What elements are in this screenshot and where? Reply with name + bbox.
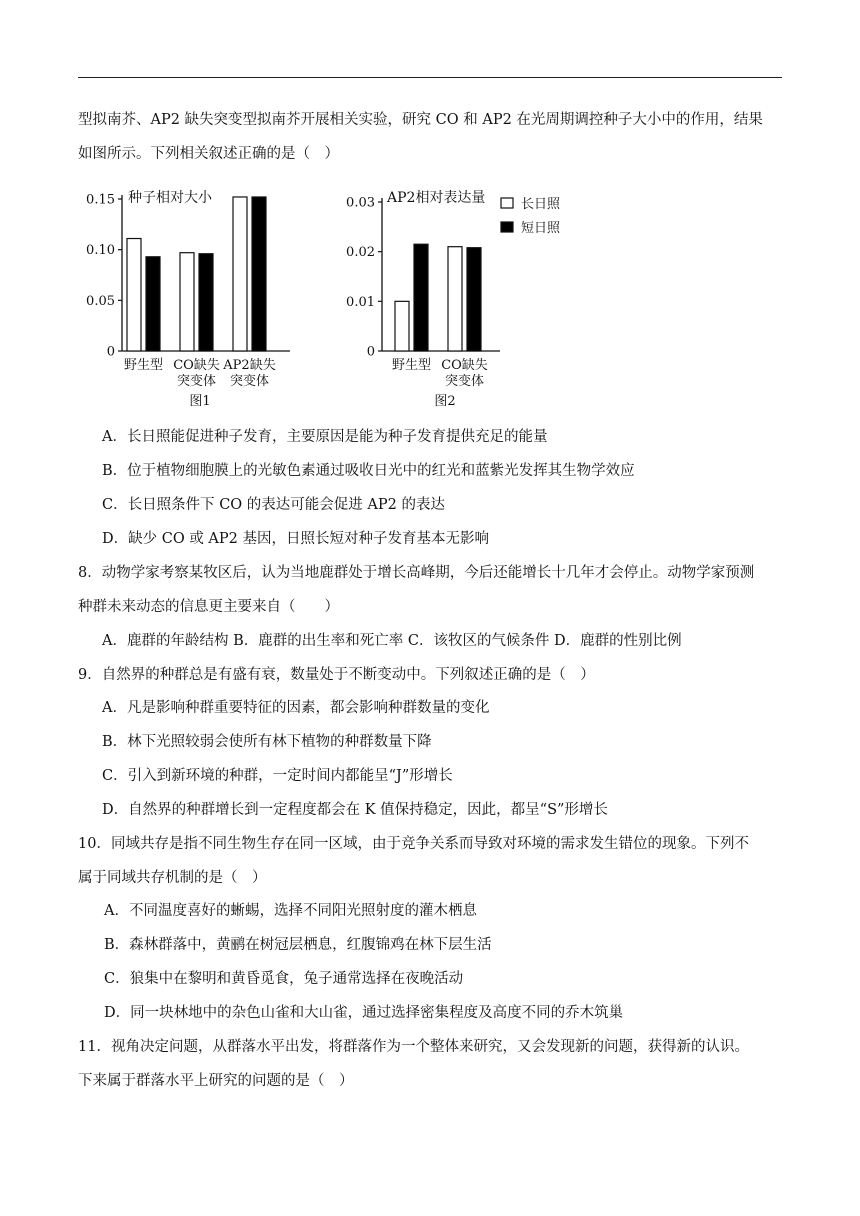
category-label: AP2缺失	[223, 358, 276, 373]
bar-short-day	[252, 197, 266, 351]
figure1-chart	[80, 180, 300, 415]
bar-long-day	[127, 239, 141, 351]
chart-title: AP2相对表达量	[387, 190, 486, 206]
bar-long-day	[233, 197, 247, 351]
bar-short-day	[146, 257, 160, 351]
category-label: 突变体	[176, 374, 217, 389]
q9-option-a: A．凡是影响种群重要特征的因素，都会影响种群数量的变化	[102, 700, 490, 716]
q10-option-b: B．森林群落中，黄鹂在树冠层栖息，红腹锦鸡在林下层生活	[104, 937, 492, 953]
bar-long-day	[448, 247, 462, 351]
q7-option-b: B．位于植物细胞膜上的光敏色素通过吸收日光中的红光和蓝紫光发挥其生物学效应	[102, 463, 635, 479]
q7-stem-line1: 型拟南芥、AP2 缺失突变型拟南芥开展相关实验，研究 CO 和 AP2 在光周期调控种子大小中的作用，结果	[78, 112, 763, 128]
y-tick-label: 0.05	[86, 293, 115, 309]
y-tick-label: 0.01	[346, 294, 375, 310]
q7-option-a: A．长日照能促进种子发育，主要原因是能为种子发育提供充足的能量	[102, 429, 548, 445]
bar-short-day	[199, 254, 213, 351]
q10-option-a: A．不同温度喜好的蜥蜴，选择不同阳光照射度的灌木栖息	[104, 903, 477, 919]
q9-stem: 9．自然界的种群总是有盛有衰，数量处于不断变动中。下列叙述正确的是（ ）	[78, 667, 595, 683]
q7-option-d: D．缺少 CO 或 AP2 基因，日照长短对种子发育基本无影响	[102, 531, 489, 547]
chart-title: 种子相对大小	[128, 190, 212, 206]
q10-option-c: C．狼集中在黎明和黄昏觅食，兔子通常选择在夜晚活动	[104, 971, 464, 987]
q8-stem-line1: 8．动物学家考察某牧区后，认为当地鹿群处于增长高峰期，今后还能增长十几年才会停止。动物学家预测	[78, 565, 755, 581]
q8-options: A．鹿群的年龄结构 B．鹿群的出生率和死亡率 C．该牧区的气候条件 D．鹿群的性别比例	[102, 633, 682, 649]
q8-stem-line2: 种群未来动态的信息更主要来自（ ）	[78, 599, 339, 615]
q10-option-d: D．同一块林地中的杂色山雀和大山雀，通过选择密集程度及高度不同的乔木筑巢	[104, 1005, 624, 1021]
legend-label: 短日照	[521, 221, 561, 236]
q9-option-c: C．引入到新环境的种群，一定时间内都能呈“J”形增长	[102, 768, 453, 784]
bar-long-day	[180, 253, 194, 351]
header-rule	[78, 77, 782, 78]
bar-long-day	[395, 301, 409, 351]
bar-short-day	[467, 248, 481, 351]
q10-stem-line2: 属于同域共存机制的是（ ）	[78, 870, 267, 886]
legend-label: 长日照	[521, 197, 561, 212]
figure-caption: 图1	[189, 394, 211, 409]
y-tick-label: 0	[106, 344, 115, 360]
figure-caption: 图2	[434, 394, 456, 409]
y-tick-label: 0.10	[86, 243, 115, 259]
q7-option-c: C．长日照条件下 CO 的表达可能会促进 AP2 的表达	[102, 497, 445, 513]
category-label: 野生型	[391, 358, 432, 373]
legend-swatch	[501, 198, 513, 208]
bar-short-day	[414, 244, 428, 351]
category-label: 突变体	[444, 374, 485, 389]
legend-swatch	[501, 222, 513, 232]
q9-option-b: B．林下光照较弱会使所有林下植物的种群数量下降	[102, 734, 432, 750]
category-label: 野生型	[123, 358, 164, 373]
category-label: CO缺失	[441, 358, 488, 373]
figure2-chart	[340, 180, 590, 415]
category-label: 突变体	[229, 374, 270, 389]
q9-option-d: D．自然界的种群增长到一定程度都会在 K 值保持稳定，因此，都呈“S”形增长	[102, 802, 608, 818]
y-tick-label: 0.15	[86, 192, 115, 208]
y-tick-label: 0	[366, 344, 375, 360]
q10-stem-line1: 10．同域共存是指不同生物生存在同一区域，由于竞争关系而导致对环境的需求发生错位的现象。下列不	[78, 836, 749, 852]
y-tick-label: 0.03	[346, 195, 375, 211]
q11-stem-line2: 下来属于群落水平上研究的问题的是（ ）	[78, 1073, 354, 1089]
q7-stem-line2: 如图所示。下列相关叙述正确的是（ ）	[78, 146, 339, 162]
y-tick-label: 0.02	[346, 245, 375, 261]
q11-stem-line1: 11．视角决定问题，从群落水平出发，将群落作为一个整体来研究，又会发现新的问题，获得新的认识。	[78, 1039, 749, 1055]
category-label: CO缺失	[173, 358, 220, 373]
